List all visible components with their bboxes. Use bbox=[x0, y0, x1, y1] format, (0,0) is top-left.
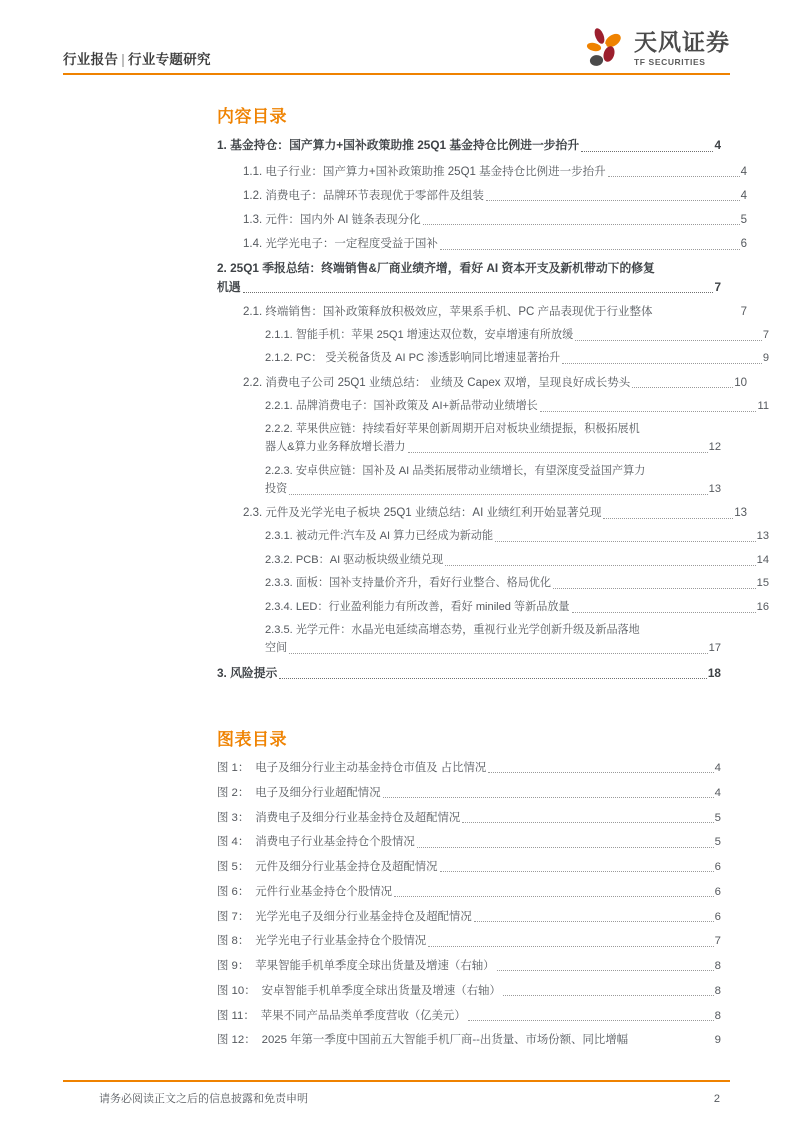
toc-entry[interactable] bbox=[217, 136, 721, 155]
toc-page-number: 11 bbox=[757, 399, 769, 412]
toc-leader-dots bbox=[603, 517, 733, 519]
toc-entry-text: 2.3.1. 被动元件:汽车及 AI 算力已经成为新动能 bbox=[265, 530, 494, 543]
toc-entry-text: 2.3.3. 面板：国补支持量价齐升，看好行业整合、格局优化 bbox=[265, 577, 551, 590]
toc-entry[interactable] bbox=[243, 235, 747, 254]
toc-entry[interactable] bbox=[265, 575, 769, 593]
toc-page-number: 12 bbox=[708, 441, 721, 454]
figure-entry-text: 苹果不同产品品类单季度营收（亿美元） bbox=[260, 1009, 466, 1022]
toc-page-number: 4 bbox=[740, 165, 747, 178]
toc-leader-dots bbox=[562, 362, 762, 364]
figure-entry-label: 图 11： bbox=[217, 1009, 255, 1022]
figure-entry-text: 苹果智能手机单季度全球出货量及增速（右轴） bbox=[255, 960, 495, 973]
toc-leader-dots bbox=[653, 320, 741, 321]
toc-entry-text-continued: 器人&算力业务释放增长潜力 bbox=[265, 441, 406, 454]
toc-leader-dots bbox=[486, 199, 740, 201]
toc-page-number: 7 bbox=[740, 305, 747, 318]
toc-entry[interactable] bbox=[243, 303, 747, 322]
figure-entry-label: 图 3： bbox=[217, 811, 250, 824]
figure-entry[interactable] bbox=[217, 883, 721, 901]
figure-page-number: 6 bbox=[714, 885, 721, 898]
toc-entry[interactable] bbox=[243, 187, 747, 206]
toc-page-number: 17 bbox=[708, 642, 721, 655]
toc-heading: 内容目录 bbox=[217, 107, 287, 126]
figure-leader-dots bbox=[474, 920, 714, 922]
figure-entry[interactable] bbox=[217, 932, 721, 950]
toc-page-number: 4 bbox=[740, 189, 747, 202]
footer-divider bbox=[63, 1080, 730, 1082]
figure-page-number: 8 bbox=[714, 984, 721, 997]
toc-page-number: 15 bbox=[756, 577, 769, 590]
table-of-contents bbox=[217, 136, 769, 682]
figure-entry[interactable] bbox=[217, 1007, 721, 1025]
toc-entry-text: 2.1.2. PC： 受关税备货及 AI PC 渗透影响同比增速显著抬升 bbox=[265, 352, 561, 365]
company-logo bbox=[583, 26, 730, 72]
figure-leader-dots bbox=[462, 821, 713, 823]
figure-leader-dots bbox=[417, 846, 714, 848]
figure-entry-label: 图 1： bbox=[217, 762, 250, 775]
toc-page-number: 13 bbox=[756, 530, 769, 543]
toc-leader-dots bbox=[608, 175, 740, 177]
figure-leader-dots bbox=[428, 945, 714, 947]
figure-entry-label: 图 5： bbox=[217, 861, 250, 874]
figure-entry-text: 消费电子行业基金持仓个股情况 bbox=[255, 836, 415, 849]
toc-entry-text: 2.1.1. 智能手机：苹果 25Q1 增速达双位数，安卓增速有所放缓 bbox=[265, 328, 574, 341]
page-footer bbox=[99, 1090, 720, 1106]
figure-leader-dots bbox=[440, 870, 714, 872]
toc-entry[interactable] bbox=[243, 374, 747, 393]
toc-page-number: 4 bbox=[714, 138, 721, 153]
toc-leader-dots bbox=[289, 652, 707, 654]
toc-entry-text: 2. 25Q1 季报总结：终端销售&厂商业绩齐增，看好 AI 资本开支及新机带动下的修复 bbox=[217, 261, 655, 275]
figure-entry[interactable] bbox=[217, 1031, 721, 1049]
toc-leader-dots bbox=[440, 248, 740, 250]
figure-entry[interactable] bbox=[217, 759, 721, 777]
toc-entry-text-continued: 机遇 bbox=[217, 280, 241, 295]
toc-entry-text: 1.1. 电子行业：国产算力+国补政策助推 25Q1 基金持仓比例进一步抬升 bbox=[243, 165, 606, 178]
figure-entry-label: 图 9： bbox=[217, 960, 250, 973]
tianfeng-flower-icon bbox=[583, 27, 627, 71]
figure-entry-label: 图 8： bbox=[217, 935, 250, 948]
logo-name-en: TF SECURITIES bbox=[634, 57, 706, 68]
toc-entry-text: 2.3.2. PCB：AI 驱动板块级业绩兑现 bbox=[265, 553, 444, 566]
toc-entry-text: 1.4. 光学光电子：一定程度受益于国补 bbox=[243, 237, 438, 250]
toc-entry-text: 1.2. 消费电子：品牌环节表现优于零部件及组装 bbox=[243, 189, 484, 202]
logo-name-cn: 天风证券 bbox=[634, 29, 730, 56]
figure-page-number: 9 bbox=[714, 1034, 721, 1047]
figure-entry-text: 光学光电子及细分行业基金持仓及超配情况 bbox=[255, 910, 472, 923]
toc-page-number: 14 bbox=[756, 553, 769, 566]
toc-entry-text: 2.2.3. 安卓供应链：国补及 AI 品类拓展带动业绩增长，有望深度受益国产算力 bbox=[265, 464, 646, 477]
toc-page-number: 7 bbox=[762, 328, 769, 341]
figure-entry-text: 光学光电子行业基金持仓个股情况 bbox=[255, 935, 427, 948]
header-breadcrumb bbox=[63, 48, 211, 68]
toc-entry[interactable] bbox=[265, 327, 769, 345]
toc-page-number: 18 bbox=[707, 665, 721, 680]
toc-entry[interactable] bbox=[243, 163, 747, 182]
toc-page-number: 7 bbox=[714, 280, 721, 295]
figure-entry-label: 图 12： bbox=[217, 1034, 256, 1047]
figure-entry[interactable] bbox=[217, 957, 721, 975]
figure-entry-text: 消费电子及细分行业基金持仓及超配情况 bbox=[255, 811, 461, 824]
figure-entry-label: 图 2： bbox=[217, 786, 250, 799]
toc-entry-text: 2.3. 元件及光学光电子板块 25Q1 业绩总结：AI 业绩红利开始显著兑现 bbox=[243, 507, 602, 520]
toc-leader-dots bbox=[408, 451, 708, 453]
toc-entry[interactable] bbox=[265, 552, 769, 570]
figure-list bbox=[217, 759, 721, 1050]
toc-entry-text: 1. 基金持仓：国产算力+国补政策助推 25Q1 基金持仓比例进一步抬升 bbox=[217, 138, 580, 153]
page-content bbox=[217, 107, 769, 1056]
footer-page-number: 2 bbox=[713, 1093, 720, 1105]
figure-leader-dots bbox=[503, 994, 714, 996]
toc-leader-dots bbox=[423, 223, 740, 225]
figure-page-number: 8 bbox=[714, 960, 721, 973]
toc-page-number: 5 bbox=[740, 213, 747, 226]
toc-entry[interactable] bbox=[265, 599, 769, 617]
toc-entry-text: 2.3.5. 光学元件：水晶光电延续高增态势，重视行业光学创新升级及新品落地 bbox=[265, 624, 640, 637]
figure-entry[interactable] bbox=[217, 833, 721, 851]
toc-entry[interactable] bbox=[243, 211, 747, 230]
toc-leader-dots bbox=[289, 493, 707, 495]
toc-leader-dots bbox=[575, 339, 762, 341]
toc-leader-dots bbox=[632, 386, 733, 388]
figure-page-number: 7 bbox=[714, 935, 721, 948]
figure-entry-text: 元件及细分行业基金持仓及超配情况 bbox=[255, 861, 438, 874]
figure-entry-label: 图 10： bbox=[217, 984, 256, 997]
toc-entry-line2 bbox=[217, 278, 721, 297]
toc-entry[interactable] bbox=[265, 398, 769, 416]
toc-entry-line2 bbox=[265, 640, 721, 658]
figure-page-number: 5 bbox=[714, 811, 721, 824]
page-header bbox=[63, 26, 730, 74]
toc-entry-text: 2.2.2. 苹果供应链：持续看好苹果创新周期开启对板块业绩提振，积极拓展机 bbox=[265, 423, 640, 436]
toc-leader-dots bbox=[553, 587, 756, 589]
figure-page-number: 4 bbox=[714, 762, 721, 775]
header-divider bbox=[63, 73, 730, 75]
toc-page-number: 13 bbox=[734, 507, 747, 520]
figure-entry-text: 安卓智能手机单季度全球出货量及增速（右轴） bbox=[261, 984, 501, 997]
toc-leader-dots bbox=[243, 291, 714, 293]
footer-disclaimer: 请务必阅读正文之后的信息披露和免责申明 bbox=[99, 1093, 308, 1105]
toc-page-number: 10 bbox=[734, 376, 747, 389]
toc-entry-text: 2.1. 终端销售：国补政策释放积极效应，苹果系手机、PC 产品表现优于行业整体 bbox=[243, 305, 653, 318]
toc-page-number: 9 bbox=[762, 352, 769, 365]
figure-leader-dots bbox=[497, 969, 714, 971]
header-report-subtype: 行业专题研究 bbox=[128, 52, 211, 67]
toc-entry-text: 2.2. 消费电子公司 25Q1 业绩总结： 业绩及 Capex 双增，呈现良好成长势头 bbox=[243, 376, 631, 389]
figure-page-number: 5 bbox=[714, 836, 721, 849]
toc-leader-dots bbox=[581, 150, 713, 152]
figure-entry[interactable] bbox=[217, 858, 721, 876]
figure-page-number: 8 bbox=[714, 1009, 721, 1022]
toc-entry[interactable] bbox=[265, 463, 721, 499]
toc-entry[interactable] bbox=[265, 622, 721, 658]
toc-entry[interactable] bbox=[265, 350, 769, 368]
toc-entry-text-continued: 投资 bbox=[265, 482, 288, 495]
toc-entry-text-continued: 空间 bbox=[265, 642, 288, 655]
toc-entry-text: 2.3.4. LED：行业盈利能力有所改善，看好 miniled 等新品放量 bbox=[265, 600, 570, 613]
figure-entry-label: 图 4： bbox=[217, 836, 250, 849]
logo-wordmark bbox=[634, 31, 730, 67]
toc-page-number: 16 bbox=[756, 600, 769, 613]
toc-entry[interactable] bbox=[217, 259, 721, 297]
toc-entry-text: 3. 风险提示 bbox=[217, 665, 278, 680]
figure-entry[interactable] bbox=[217, 908, 721, 926]
figure-page-number: 4 bbox=[714, 786, 721, 799]
figure-leader-dots bbox=[394, 895, 714, 897]
figure-leader-dots bbox=[468, 1019, 714, 1021]
header-separator: | bbox=[121, 52, 126, 67]
figure-leader-dots bbox=[488, 771, 713, 773]
figure-list-heading: 图表目录 bbox=[217, 729, 287, 749]
figure-entry[interactable] bbox=[217, 982, 721, 1000]
figure-entry-label: 图 6： bbox=[217, 885, 250, 898]
figure-entry-text: 2025 年第一季度中国前五大智能手机厂商--出货量、市场份额、同比增幅 bbox=[261, 1034, 629, 1047]
toc-entry[interactable] bbox=[243, 504, 747, 523]
figure-entry-text: 电子及细分行业超配情况 bbox=[255, 786, 381, 799]
figure-entry-text: 元件行业基金持仓个股情况 bbox=[255, 885, 392, 898]
toc-leader-dots bbox=[540, 410, 757, 412]
figure-leader-dots bbox=[383, 796, 714, 798]
toc-page-number: 6 bbox=[740, 237, 747, 250]
toc-page-number: 13 bbox=[708, 482, 721, 495]
figure-entry[interactable] bbox=[217, 784, 721, 802]
figure-page-number: 6 bbox=[714, 910, 721, 923]
figure-leader-dots bbox=[628, 1049, 715, 1050]
toc-entry-text: 1.3. 元件：国内外 AI 链条表现分化 bbox=[243, 213, 421, 226]
toc-entry-line2 bbox=[265, 439, 721, 457]
header-report-type: 行业报告 bbox=[63, 52, 119, 67]
figure-entry-label: 图 7： bbox=[217, 910, 250, 923]
figure-entry[interactable] bbox=[217, 809, 721, 827]
toc-entry[interactable] bbox=[265, 528, 769, 546]
figure-page-number: 6 bbox=[714, 861, 721, 874]
toc-leader-dots bbox=[495, 540, 756, 542]
toc-entry[interactable] bbox=[217, 664, 721, 683]
toc-leader-dots bbox=[445, 564, 756, 566]
toc-leader-dots bbox=[279, 677, 707, 679]
toc-entry[interactable] bbox=[265, 421, 721, 457]
toc-leader-dots bbox=[572, 611, 756, 613]
toc-entry-line2 bbox=[265, 481, 721, 499]
figure-entry-text: 电子及细分行业主动基金持仓市值及 占比情况 bbox=[255, 762, 487, 775]
toc-entry-text: 2.2.1. 品牌消费电子：国补政策及 AI+新品带动业绩增长 bbox=[265, 399, 538, 412]
